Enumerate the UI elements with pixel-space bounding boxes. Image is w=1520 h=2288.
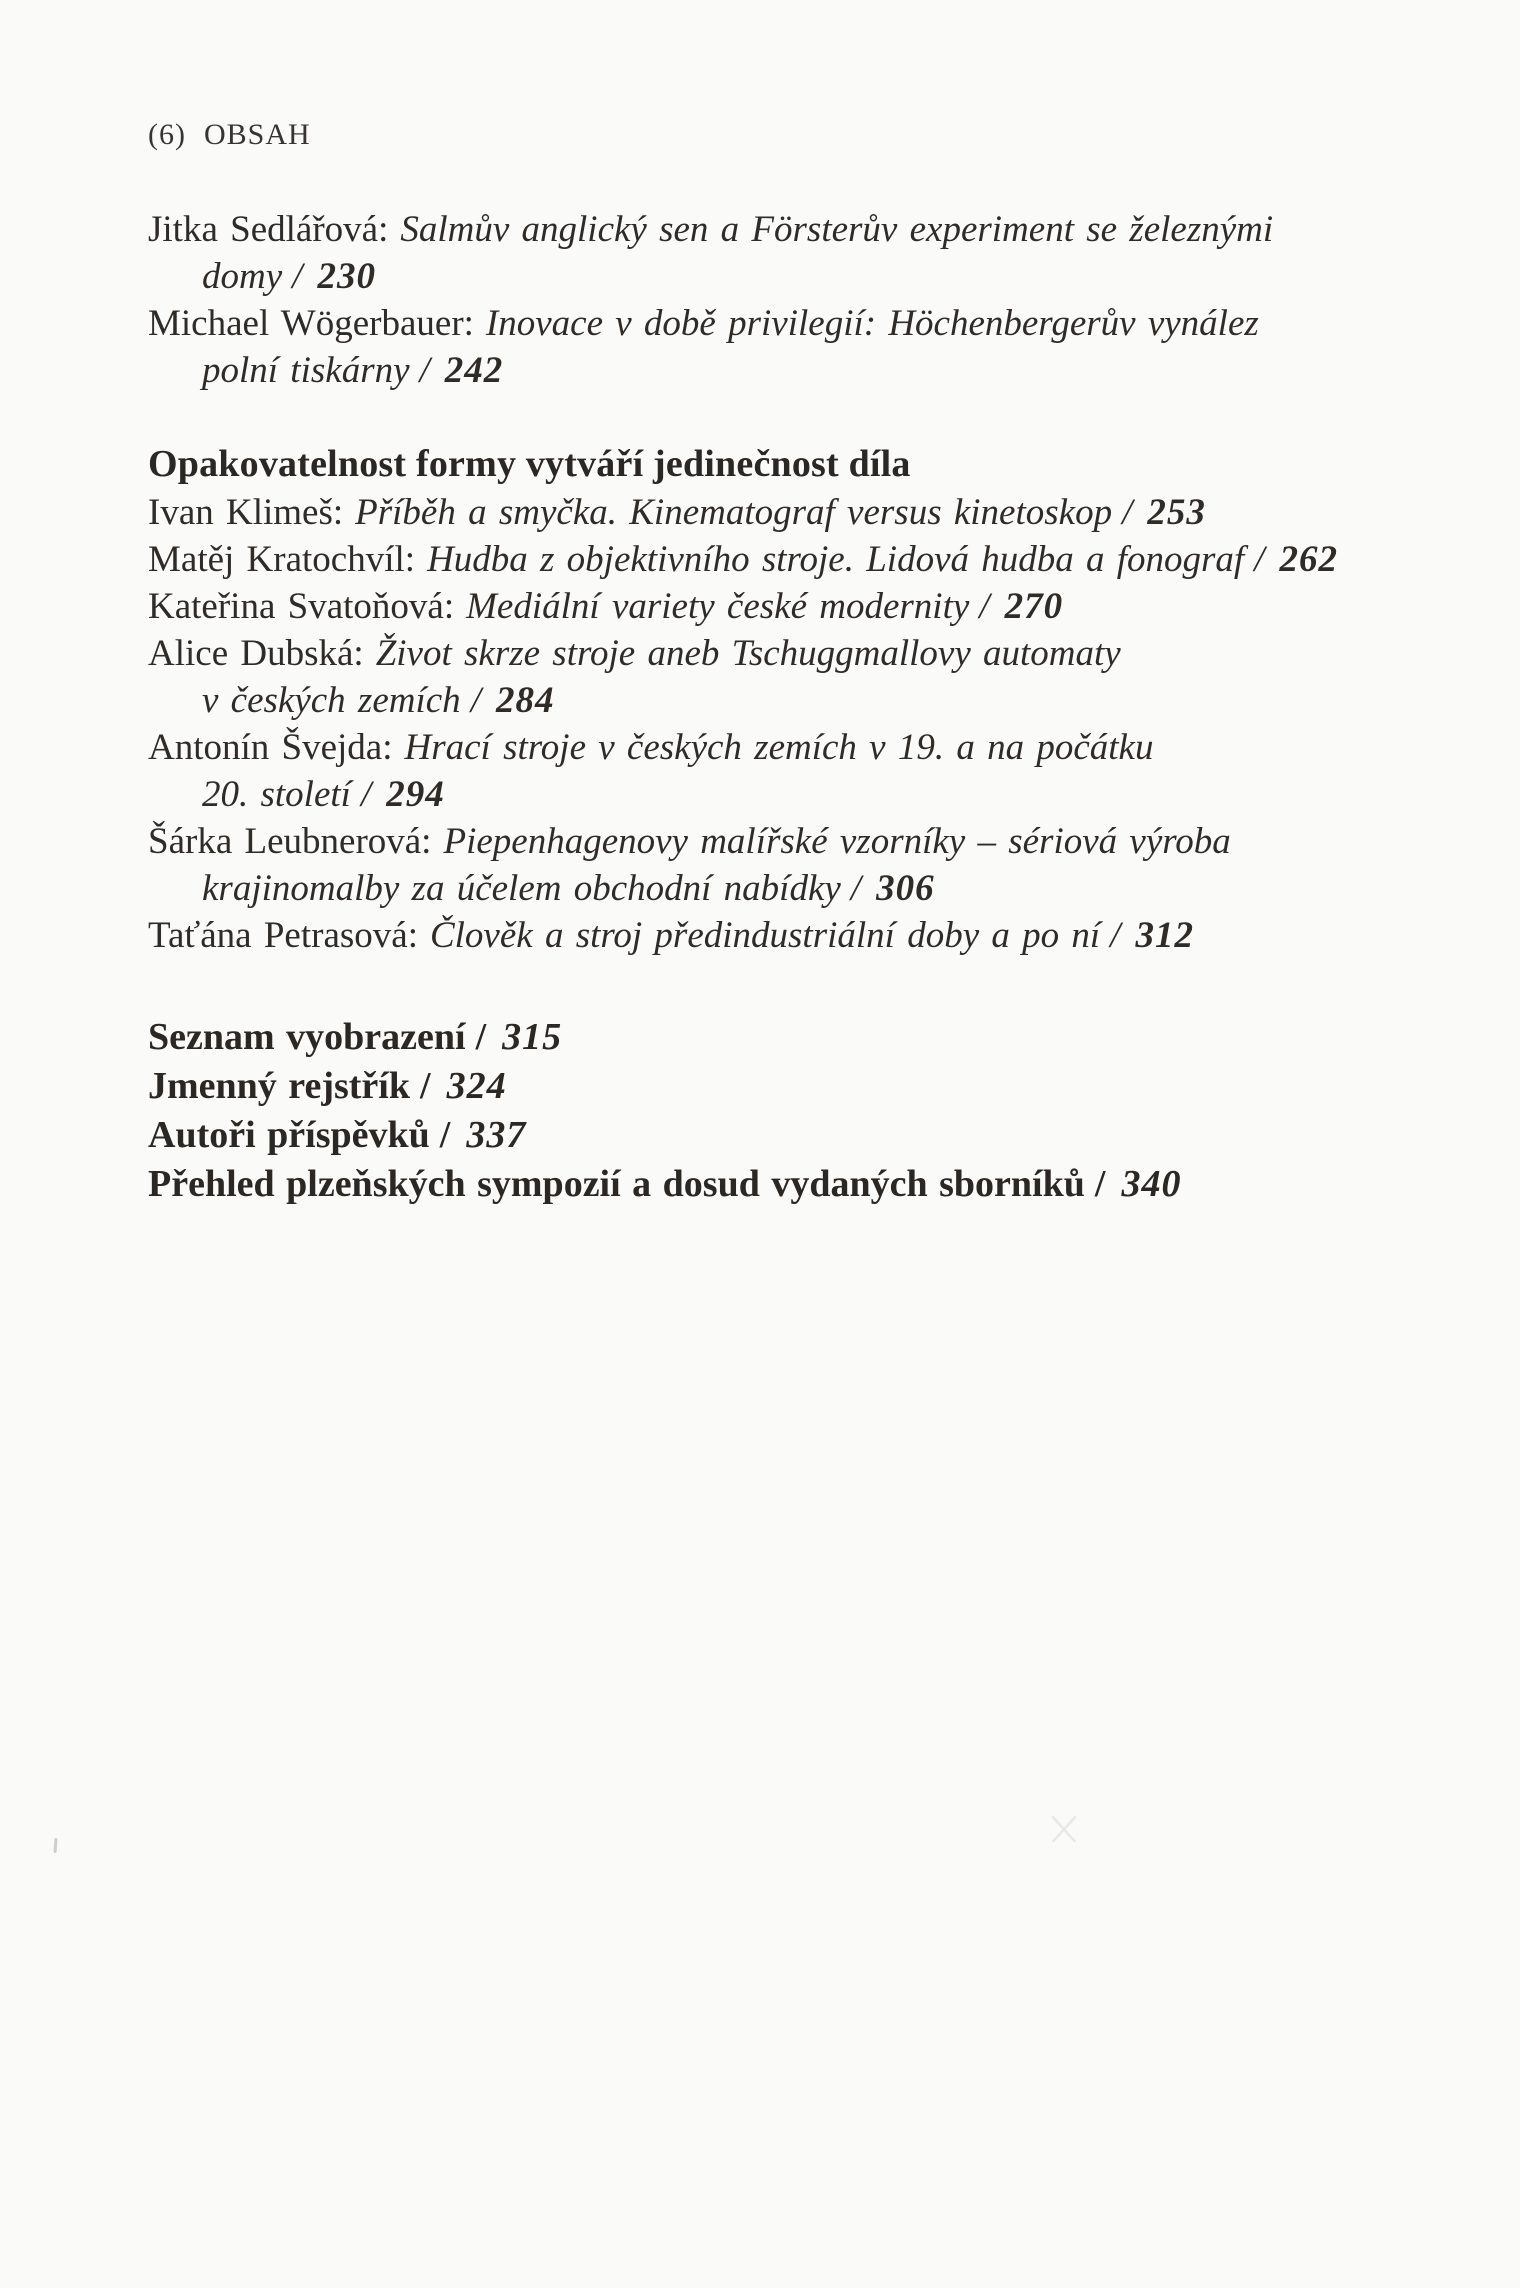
scan-artifact-tick xyxy=(53,1838,57,1853)
backmatter-page-number: 324 xyxy=(446,1065,507,1107)
entry-page-number: 294 xyxy=(386,774,445,815)
page-separator: / xyxy=(439,1114,451,1156)
backmatter-label: Přehled plzeňských sympozií a dosud vydaných sborníků xyxy=(148,1163,1085,1205)
running-head xyxy=(148,118,311,152)
entry-page-number: 253 xyxy=(1147,492,1206,533)
running-head-title: OBSAH xyxy=(203,118,311,151)
entry-title: Inovace v době privilegií: Höchenbergerův vynález xyxy=(485,303,1259,344)
toc-entry-line xyxy=(148,206,1488,253)
page-separator: / xyxy=(1254,539,1265,580)
page-separator: / xyxy=(419,350,430,391)
backmatter-item xyxy=(148,1160,1488,1209)
toc-entry-line xyxy=(148,536,1488,583)
backmatter-item xyxy=(148,1013,1488,1062)
entry-title: Hudba z objektivního stroje. Lidová hudba a fonograf xyxy=(427,539,1245,580)
backmatter-page-number: 337 xyxy=(466,1114,527,1156)
entry-author: Alice Dubská: xyxy=(148,633,364,674)
toc-entry-line xyxy=(148,630,1488,677)
toc-entry-line xyxy=(148,912,1488,959)
toc-entry-line xyxy=(148,818,1488,865)
toc-entry-line xyxy=(148,771,1488,818)
backmatter-page-number: 340 xyxy=(1121,1163,1182,1205)
page-separator: / xyxy=(360,774,372,815)
backmatter-item xyxy=(148,1111,1488,1160)
toc-entry-line xyxy=(148,865,1488,912)
toc-entry-line xyxy=(148,347,1488,394)
entry-author: Antonín Švejda: xyxy=(148,727,393,768)
entry-title: 20. století xyxy=(202,774,351,815)
entry-author: Matěj Kratochvíl: xyxy=(148,539,416,580)
page-separator: / xyxy=(850,868,862,909)
toc-entry-line xyxy=(148,300,1488,347)
page-separator: / xyxy=(1122,492,1133,533)
entry-page-number: 284 xyxy=(495,680,555,721)
entry-page-number: 306 xyxy=(876,868,935,909)
folio-number: (6) xyxy=(148,118,186,151)
entry-page-number: 262 xyxy=(1279,539,1338,580)
backmatter-list xyxy=(148,1013,1488,1209)
backmatter-page-number: 315 xyxy=(502,1016,563,1058)
backmatter-label: Autoři příspěvků xyxy=(148,1114,430,1156)
toc-entry-line xyxy=(148,583,1488,630)
entry-title: Salmův anglický sen a Försterův experiment se železnými xyxy=(400,209,1274,250)
entry-page-number: 312 xyxy=(1135,915,1194,956)
page-separator: / xyxy=(470,680,481,721)
entry-page-number: 270 xyxy=(1004,586,1064,627)
entry-title: v českých zemích xyxy=(202,680,461,721)
entry-author: Šárka Leubnerová: xyxy=(148,821,432,862)
entry-title: polní tiskárny xyxy=(202,350,410,391)
section-heading: Opakovatelnost formy vytváří jedinečnost díla xyxy=(148,443,911,485)
entry-title: Hrací stroje v českých zemích v 19. a na počátku xyxy=(404,727,1154,768)
backmatter-label: Seznam vyobrazení xyxy=(148,1016,466,1058)
entry-title: Piepenhagenovy malířské vzorníky – sériová výroba xyxy=(443,821,1231,862)
toc-top-entries xyxy=(148,206,1488,394)
scan-artifact-smudge xyxy=(1052,1816,1076,1842)
page-separator: / xyxy=(475,1016,487,1058)
page-separator: / xyxy=(292,256,303,297)
entry-title: domy xyxy=(202,256,283,297)
entry-author: Taťána Petrasová: xyxy=(148,915,418,956)
toc-section-entries xyxy=(148,489,1488,959)
entry-page-number: 242 xyxy=(444,350,504,391)
backmatter-label: Jmenný rejstřík xyxy=(148,1065,410,1107)
entry-author: Michael Wögerbauer: xyxy=(148,303,474,344)
entry-author: Kateřina Svatoňová: xyxy=(148,586,455,627)
entry-author: Jitka Sedlářová: xyxy=(148,209,389,250)
entry-title: Příběh a smyčka. Kinematograf versus kinetoskop xyxy=(355,492,1113,533)
toc-entry-line xyxy=(148,253,1488,300)
toc-entry-line xyxy=(148,489,1488,536)
entry-page-number: 230 xyxy=(317,256,376,297)
entry-title: Mediální variety české modernity xyxy=(466,586,970,627)
entry-author: Ivan Klimeš: xyxy=(148,492,344,533)
entry-title: Člověk a stroj předindustriální doby a po ní xyxy=(429,915,1101,956)
entry-title: krajinomalby za účelem obchodní nabídky xyxy=(202,868,841,909)
page-separator: / xyxy=(1110,915,1121,956)
page-separator: / xyxy=(1094,1163,1106,1205)
entry-title: Život skrze stroje aneb Tschuggmallovy automaty xyxy=(375,633,1121,674)
page-separator: / xyxy=(979,586,990,627)
toc-entry-line xyxy=(148,724,1488,771)
page-separator: / xyxy=(420,1065,431,1107)
toc-entry-line xyxy=(148,677,1488,724)
backmatter-item xyxy=(148,1062,1488,1111)
